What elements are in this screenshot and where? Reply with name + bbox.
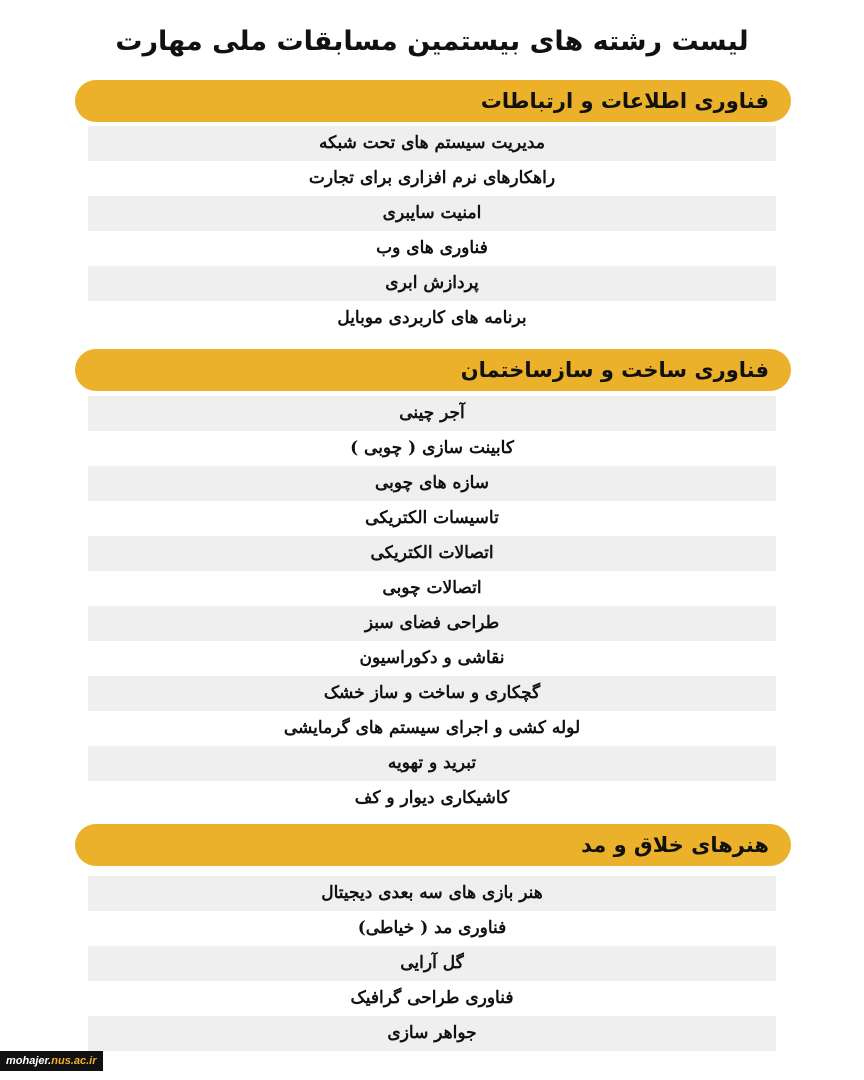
watermark-domain: nus.ac.ir [51,1055,97,1067]
watermark-prefix: mohajer. [6,1055,52,1067]
section-header-creative-arts: هنرهای خلاق و مد [75,824,791,866]
list-item: گل آرایی [88,946,776,981]
list-item: پردازش ابری [88,266,776,301]
list-item: کابینت سازی ( چوبی ) [88,431,776,466]
section-header-construction: فناوری ساخت و سازساختمان [75,349,791,391]
list-item: نقاشی و دکوراسیون [88,641,776,676]
list-item: اتصالات الکتریکی [88,536,776,571]
section-ict-list [88,126,776,336]
list-item: تبرید و تهویه [88,746,776,781]
list-item: برنامه های کاربردی موبایل [88,301,776,336]
list-item: فناوری طراحی گرافیک [88,981,776,1016]
list-item: سازه های چوبی [88,466,776,501]
list-item: جواهر سازی [88,1016,776,1051]
section-creative-arts-list [88,876,776,1051]
list-item: طراحی فضای سبز [88,606,776,641]
list-item: مدیریت سیستم های تحت شبکه [88,126,776,161]
list-item: آجر چینی [88,396,776,431]
list-item: لوله کشی و اجرای سیستم های گرمایشی [88,711,776,746]
list-item: گچکاری و ساخت و ساز خشک [88,676,776,711]
list-item: راهکارهای نرم افزاری برای تجارت [88,161,776,196]
list-item: تاسیسات الکتریکی [88,501,776,536]
section-header-ict: فناوری اطلاعات و ارتباطات [75,80,791,122]
list-item: کاشیکاری دیوار و کف [88,781,776,816]
list-item: اتصالات چوبی [88,571,776,606]
list-item: هنر بازی های سه بعدی دیجیتال [88,876,776,911]
section-construction-list [88,396,776,816]
list-item: فناوری مد ( خیاطی) [88,911,776,946]
list-item: امنیت سایبری [88,196,776,231]
watermark [0,1051,103,1071]
list-item: فناوری های وب [88,231,776,266]
page-title: لیست رشته های بیستمین مسابقات ملی مهارت [115,26,749,57]
